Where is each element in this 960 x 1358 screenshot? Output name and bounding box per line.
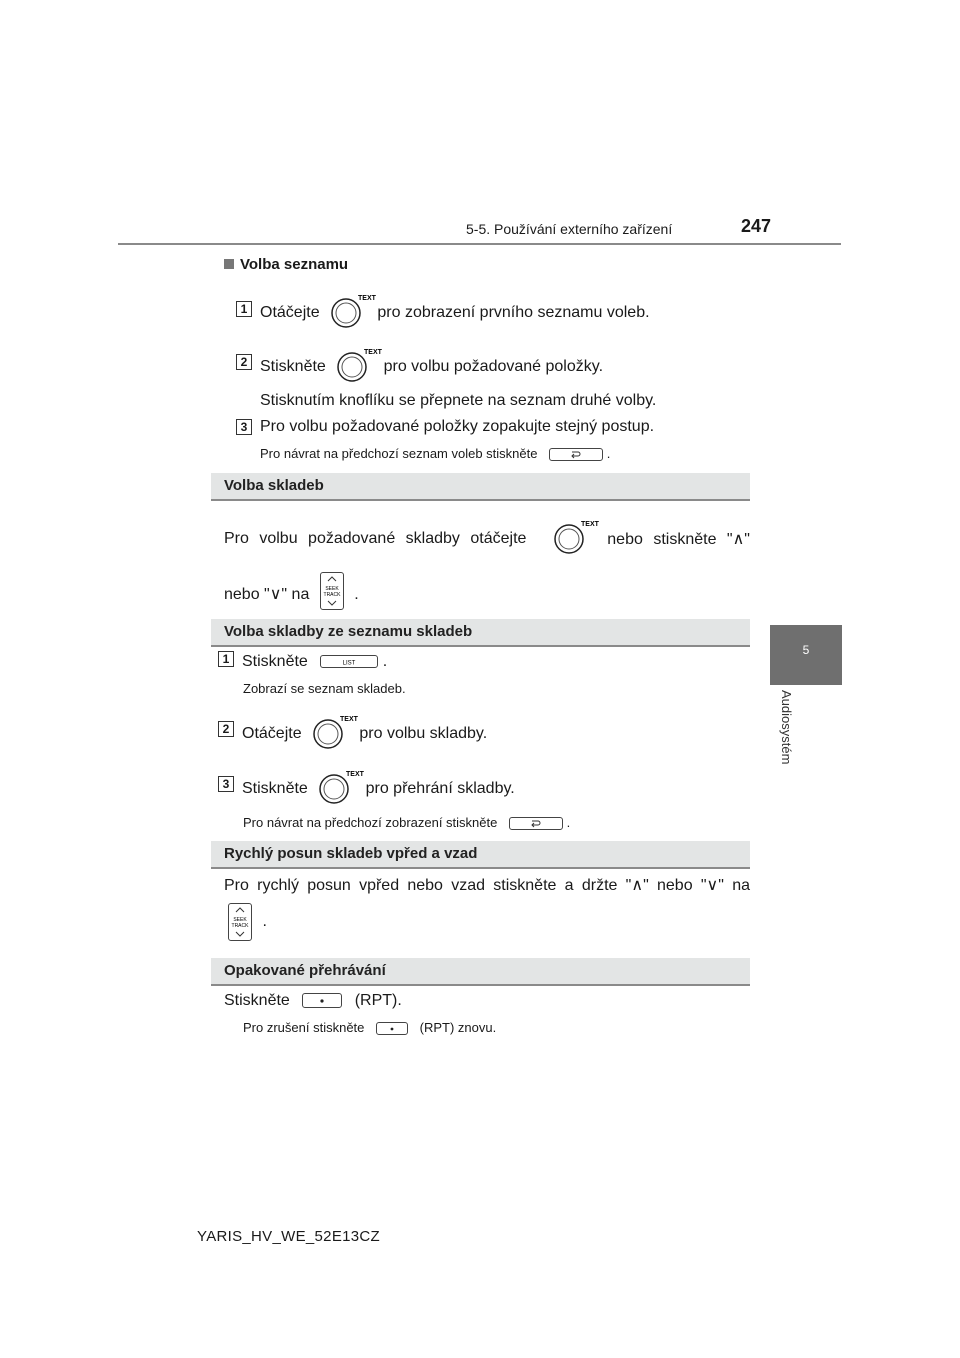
section-heading-volba-ze-seznamu [211,619,750,647]
section-heading-text: Volba skladby ze seznamu skladeb [224,623,473,640]
note-text-pre: Pro návrat na předchozí zobrazení stiskněte [243,815,498,830]
chapter-label-text: Audiosystém [779,690,794,765]
note-text: Zobrazí se seznam skladeb. [243,681,406,696]
paragraph-line [224,521,750,553]
track-label: TRACK [231,923,249,929]
step-text-pre: Stiskněte [260,358,326,376]
section-heading-rychly-posun [211,841,750,869]
knob-label: TEXT [580,521,599,528]
list-button-icon [320,655,378,668]
text-knob-icon [553,521,599,553]
chapter-number: 5 [802,643,810,657]
knob-label: TEXT [346,771,365,778]
rpt-button-icon [302,993,342,1008]
paragraph-text-post: (RPT). [354,992,402,1009]
note-text-post: (RPT) znovu. [419,1020,497,1035]
knob-label: TEXT [340,716,358,723]
note-text-pre: Pro zrušení stiskněte [243,1020,365,1035]
list-button-label: LIST [342,660,356,667]
paragraph-text-pre: Stiskněte [224,992,290,1009]
paragraph-line [224,992,402,1010]
seek-label: SEEK [233,917,247,923]
paragraph-text-pre: Pro volbu požadované skladby otáčejte [224,530,527,547]
step-text: Pro volbu požadované položky zopakujte stejný postup. [260,418,655,435]
section-heading-text: Opakované přehrávání [224,962,386,979]
step-text-continued: Stisknutím knoflíku se přepnete na seznam druhé volby. [260,392,657,409]
section-title: 5-5. Používání externího zařízení [466,221,673,237]
chapter-tab [770,625,842,685]
seek-track-button-icon [228,903,252,941]
step-text-post: . [382,653,388,670]
step-number: 3 [236,419,252,435]
text-knob-icon [336,349,383,381]
section-heading-volba-skladeb [211,473,750,501]
step-text-pre: Otáčejte [260,304,320,322]
section-heading-text: Rychlý posun skladeb vpřed a vzad [224,845,478,862]
page-number: 247 [741,216,772,236]
step-text-pre: Otáčejte [242,725,302,743]
section-heading-opakovane [211,958,750,986]
track-label: TRACK [323,592,341,598]
paragraph-text-pre: nebo "∨" na [224,586,310,604]
step-number: 1 [236,301,252,317]
step-number: 2 [218,721,234,737]
back-button-icon [549,448,603,461]
step-text-pre: Stiskněte [242,780,308,798]
section-heading-text: Volba skladeb [224,477,324,494]
subsection-title [224,256,348,273]
step-number: 2 [236,354,252,370]
note-text [243,1020,496,1035]
knob-label: TEXT [364,349,383,356]
paragraph-line [224,576,359,614]
text-knob-icon [318,771,365,803]
header-divider [118,243,841,245]
chapter-label [778,690,798,810]
square-bullet-icon [224,259,234,269]
document-code: YARIS_HV_WE_52E13CZ [197,1228,380,1245]
step-text [260,295,650,327]
paragraph-line [228,903,267,941]
note-text-post: . [606,446,611,461]
paragraph-text-post: . [262,913,267,931]
step-text-post: pro přehrání skladby. [365,780,515,798]
paragraph-line: Pro rychlý posun vpřed nebo vzad stiskněte a držte "∧" nebo "∨" na [224,877,750,894]
subsection-title-text: Volba seznamu [240,256,349,273]
step-text [260,349,604,381]
note-text [260,446,610,461]
step-text [242,771,515,803]
text-knob-icon [312,716,358,748]
seek-label: SEEK [325,586,339,592]
back-button-icon [509,817,563,830]
seek-track-button-icon [320,572,344,610]
step-text [242,653,387,671]
rpt-button-icon [376,1022,408,1035]
step-number: 1 [218,651,234,667]
text-knob-icon [330,295,376,327]
step-text-post: pro volbu požadované položky. [383,358,604,376]
paragraph-text-post: nebo stiskněte "∧" [607,531,750,548]
note-text-post: . [566,815,571,830]
knob-label: TEXT [358,295,376,302]
paragraph-text-post: . [354,586,359,604]
step-text [242,716,488,748]
note-text-pre: Pro návrat na předchozí seznam voleb stiskněte [260,446,538,461]
step-text-post: pro zobrazení prvního seznamu voleb. [377,304,650,322]
step-number: 3 [218,776,234,792]
step-text-pre: Stiskněte [242,653,308,670]
step-text-post: pro volbu skladby. [359,725,488,743]
note-text [243,815,570,830]
